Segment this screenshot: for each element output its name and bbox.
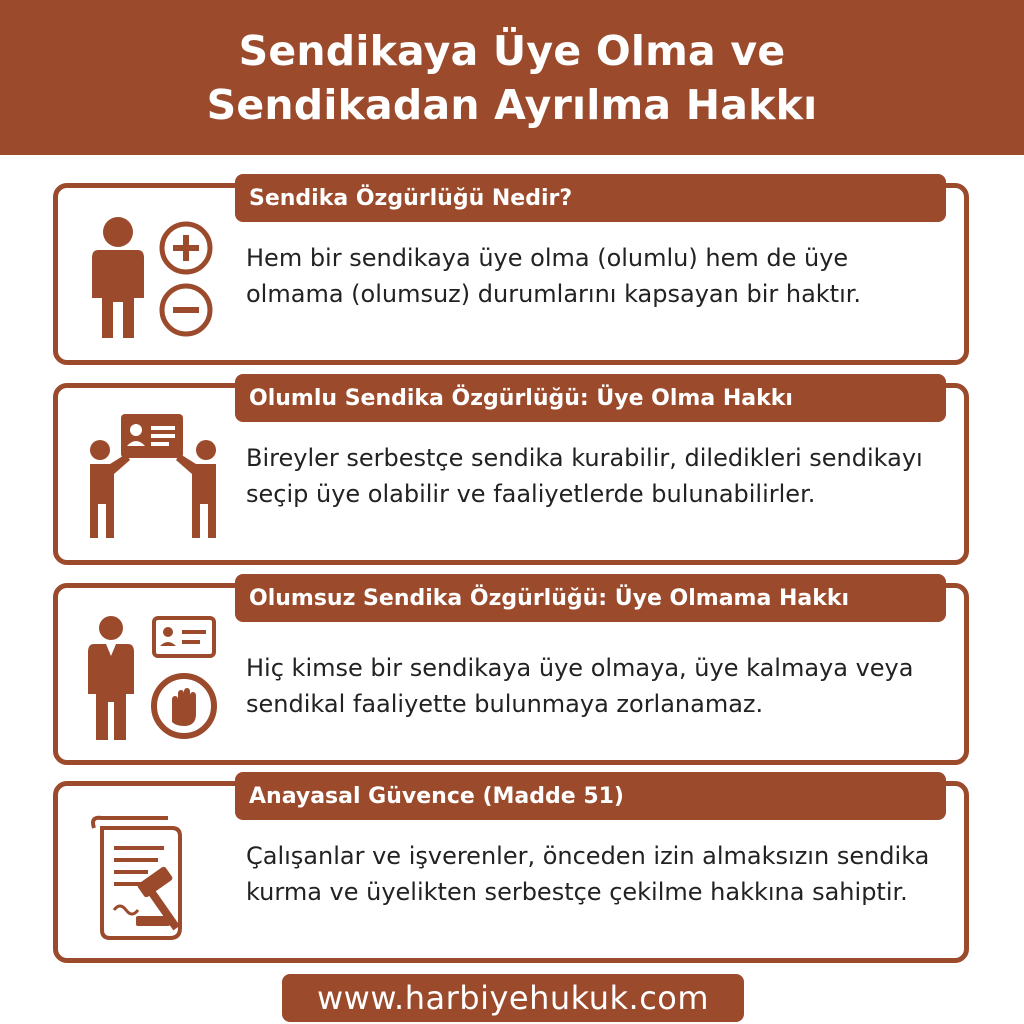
section-title: Anayasal Güvence (Madde 51): [235, 772, 946, 820]
person-plus-minus-icon: [76, 210, 236, 350]
website-url[interactable]: www.harbiyehukuk.com: [316, 979, 710, 1017]
section-text: Hiç kimse bir sendikaya üye olmaya, üye kalmaya veya sendikal faaliyette bulunmaya zorlanamaz.: [246, 654, 914, 718]
section-card-positive-freedom: [53, 383, 969, 565]
section-text: Bireyler serbestçe sendika kurabilir, diledikleri sendikayı seçip üye olabilir ve faaliyetlerde bulunabilirler.: [246, 444, 923, 508]
section-card-constitutional: [53, 781, 969, 963]
section-card-negative-freedom: [53, 583, 969, 765]
section-title: Olumsuz Sendika Özgürlüğü: Üye Olmama Hakkı: [235, 574, 946, 622]
header-banner: [0, 0, 1024, 155]
constitution-gavel-icon: [76, 810, 236, 950]
section-title: Olumlu Sendika Özgürlüğü: Üye Olma Hakkı: [235, 374, 946, 422]
two-people-membership-card-icon: [76, 408, 236, 548]
section-text: Çalışanlar ve işverenler, önceden izin almaksızın sendika kurma ve üyelikten serbestçe çekilme hakkına sahiptir.: [246, 842, 930, 906]
website-footer: [282, 974, 744, 1022]
section-text: Hem bir sendikaya üye olma (olumlu) hem de üye olmama (olumsuz) durumlarını kapsayan bir haktır.: [246, 244, 862, 308]
page-title-line-1: Sendikaya Üye Olma ve: [238, 26, 786, 75]
section-title: Sendika Özgürlüğü Nedir?: [235, 174, 946, 222]
section-card-freedom: [53, 183, 969, 365]
page-title-line-2: Sendikadan Ayrılma Hakkı: [206, 80, 818, 129]
person-stop-hand-icon: [76, 610, 236, 750]
